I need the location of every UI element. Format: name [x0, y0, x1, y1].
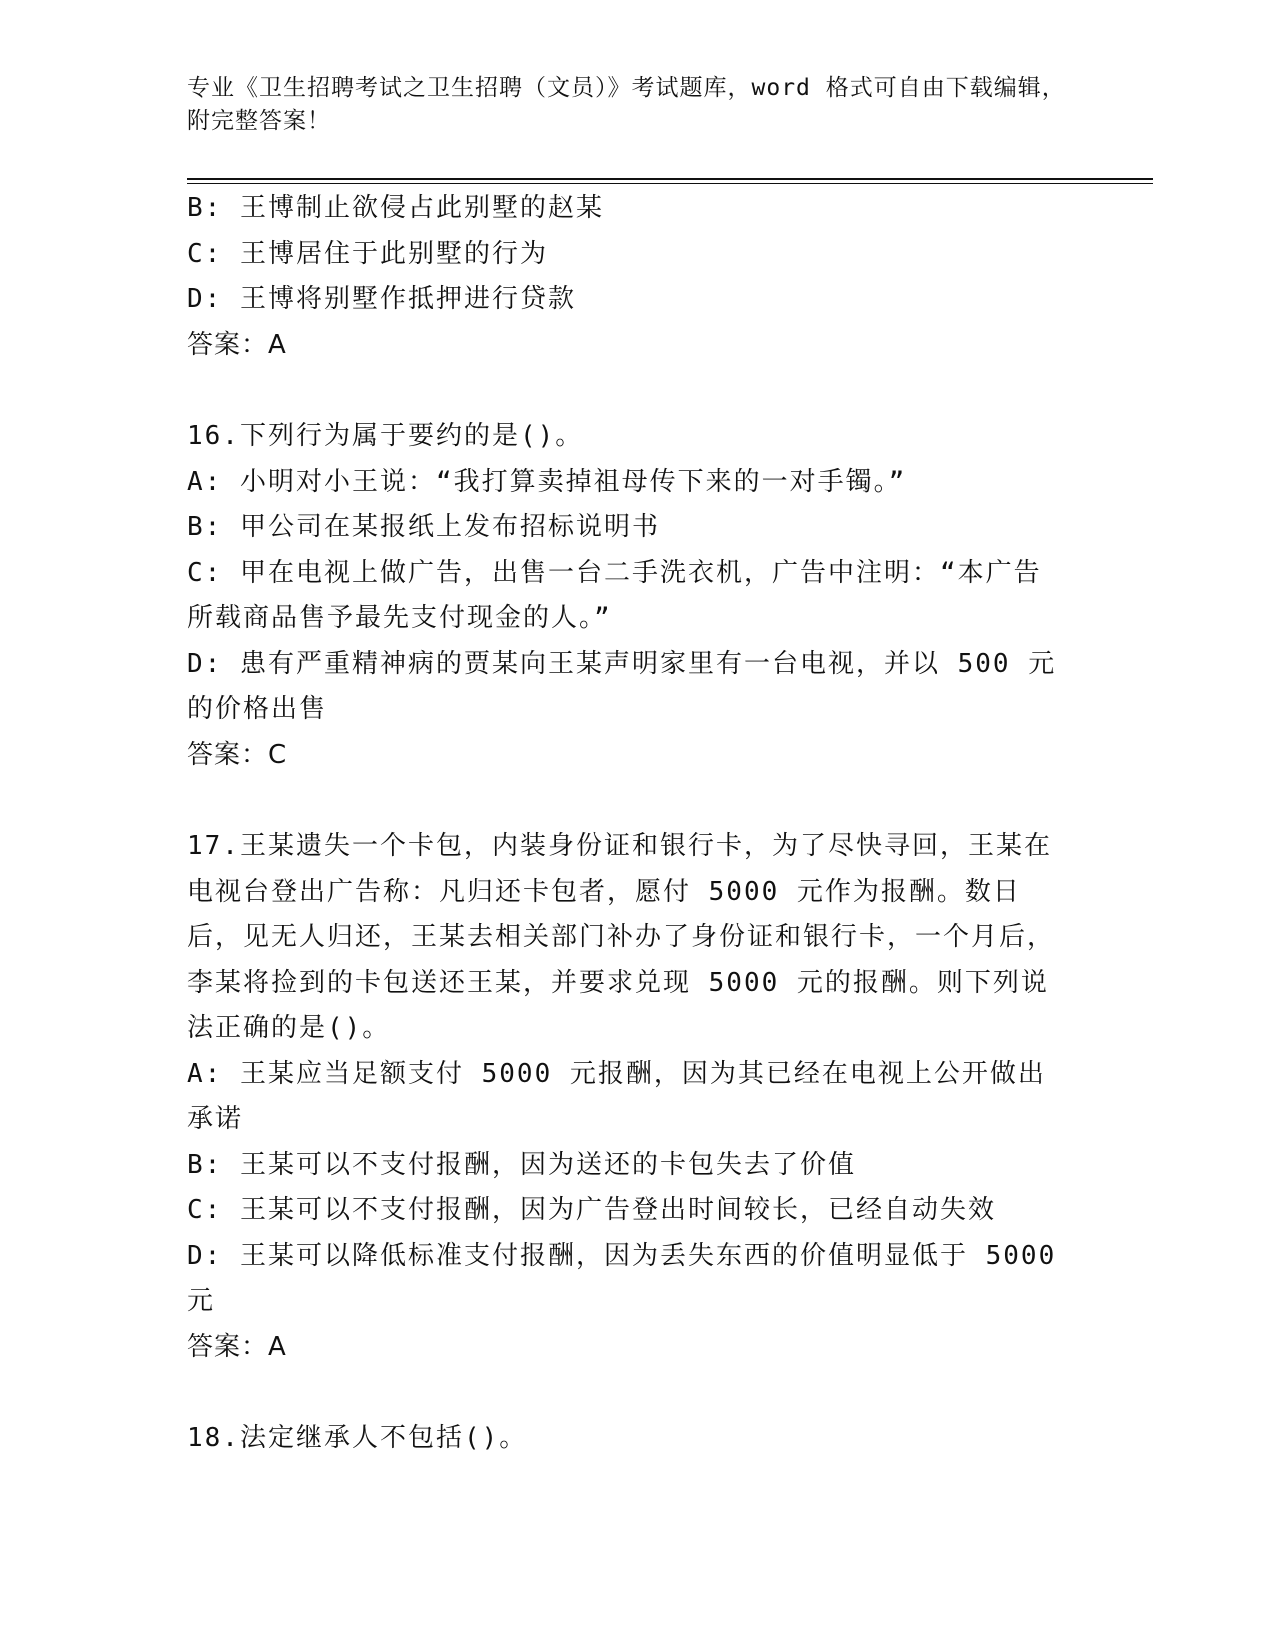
header-divider-thick	[187, 178, 1153, 180]
question-16-block	[187, 414, 1067, 778]
question-15-block	[187, 186, 1067, 368]
spacer	[187, 368, 1067, 414]
option-b: B: 王博制止欲侵占此别墅的赵某	[187, 193, 604, 223]
question-stem: 18.法定继承人不包括()。	[187, 1423, 528, 1453]
question-17-block	[187, 824, 1067, 1370]
option-a: A: 小明对小王说：“我打算卖掉祖母传下来的一对手镯。”	[187, 466, 907, 497]
option-b: B: 甲公司在某报纸上发布招标说明书	[187, 512, 660, 542]
option-b: B: 王某可以不支付报酬，因为送还的卡包失去了价值	[187, 1149, 856, 1180]
spacer	[187, 1370, 1067, 1416]
question-18-block	[187, 1416, 1067, 1462]
spacer	[187, 778, 1067, 824]
question-stem: 16.下列行为属于要约的是()。	[187, 421, 584, 451]
option-c: C: 甲在电视上做广告，出售一台二手洗衣机，广告中注明：“本广告所载商品售予最先支付现金的人。”	[187, 557, 1042, 633]
answer-line: 答案：C	[187, 739, 288, 770]
option-d: D: 王某可以降低标准支付报酬，因为丢失东西的价值明显低于 5000 元	[187, 1240, 1057, 1316]
option-d: D: 患有严重精神病的贾某向王某声明家里有一台电视，并以 500 元的价格出售	[187, 648, 1057, 724]
option-c: C: 王某可以不支付报酬，因为广告登出时间较长，已经自动失效	[187, 1195, 996, 1225]
option-d: D: 王博将别墅作抵押进行贷款	[187, 284, 576, 314]
document-body	[187, 186, 1067, 1462]
answer-line: 答案：A	[187, 1331, 287, 1362]
document-header: 专业《卫生招聘考试之卫生招聘（文员）》考试题库，word 格式可自由下载编辑，附完整答案！	[187, 75, 1066, 134]
header-divider-thin	[187, 183, 1153, 184]
question-stem: 17.王某遗失一个卡包，内装身份证和银行卡，为了尽快寻回，王某在电视台登出广告称：凡归还卡包者，愿付 5000 元作为报酬。数日后，见无人归还，王某去相关部门补办了身份证和银行卡，一个月后，李某将捡到的卡包送还王某，并要求兑现 5000 元的报酬。则下列说法正确的是()。	[187, 831, 1056, 1043]
option-c: C: 王博居住于此别墅的行为	[187, 238, 548, 269]
answer-line: 答案：A	[187, 329, 287, 360]
option-a: A: 王某应当足额支付 5000 元报酬，因为其已经在电视上公开做出承诺	[187, 1058, 1046, 1134]
